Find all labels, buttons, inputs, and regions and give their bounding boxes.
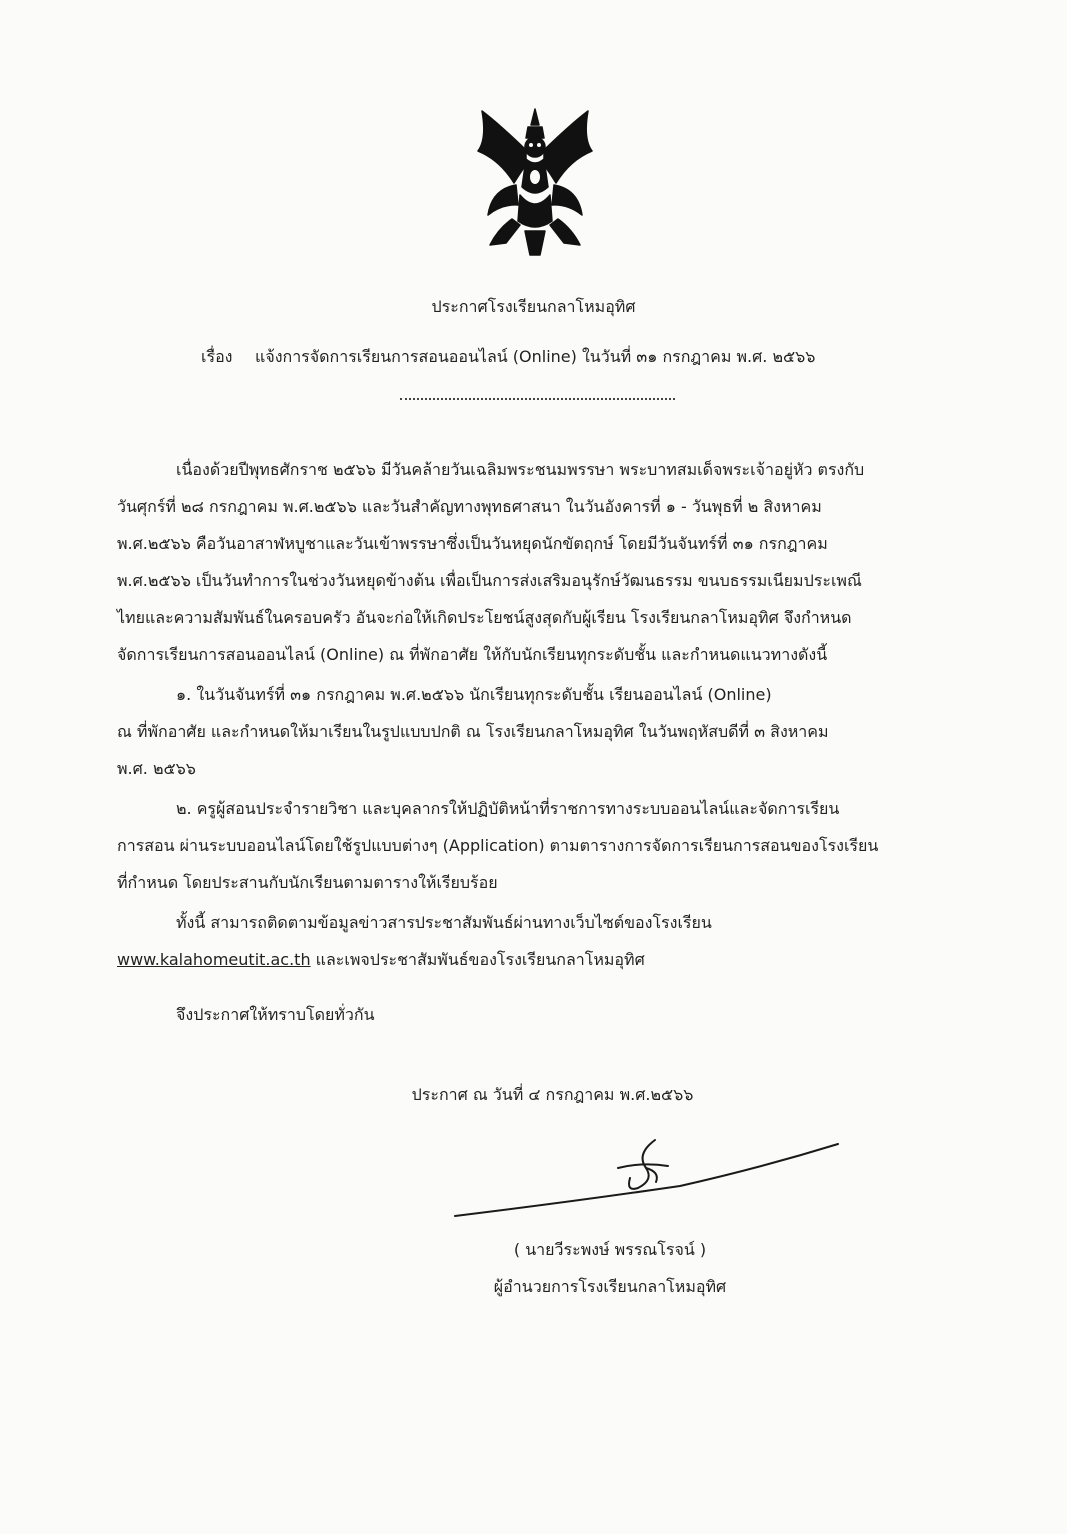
paragraph1-line: ไทยและความสัมพันธ์ในครอบครัว อันจะก่อให้เกิดประโยชน์สูงสุดกับผู้เรียน โรงเรียนกลาโหมอุทิศ จึงกำหนด [117,608,852,627]
item2-line: ที่กำหนด โดยประสานกับนักเรียนตามตารางให้เรียบร้อย [117,873,498,892]
paragraph1-line: เนื่องด้วยปีพุทธศักราช ๒๕๖๖ มีวันคล้ายวันเฉลิมพระชนมพรรษา พระบาทสมเด็จพระเจ้าอยู่หัว ตรงกับ [176,460,865,479]
subject-text: แจ้งการจัดการเรียนการสอนออนไลน์ (Online) ในวันที่ ๓๑ กรกฎาคม พ.ศ. ๒๕๖๖ [255,347,816,366]
paragraph1-line: พ.ศ.๒๕๖๖ คือวันอาสาฬหบูชาและวันเข้าพรรษาซึ่งเป็นวันหยุดนักขัตฤกษ์ โดยมีวันจันทร์ที่ ๓๑ กรกฎาคม [117,534,828,553]
item1-line: พ.ศ. ๒๕๖๖ [117,759,196,778]
signer-name: ( นายวีระพงษ์ พรรณโรจน์ ) [513,1240,707,1259]
item2-line: ๒. ครูผู้สอนประจำรายวิชา และบุคลากรให้ปฏิบัติหน้าที่ราชการทางระบบออนไลน์และจัดการเรียน [176,799,840,818]
subject-line [201,345,921,369]
signer-position: ผู้อำนวยการโรงเรียนกลาโหมอุทิศ [493,1277,727,1296]
page-title: ประกาศโรงเรียนกลาโหมอุทิศ [431,297,636,316]
closing-line: ทั้งนี้ สามารถติดตามข้อมูลข่าวสารประชาสัมพันธ์ผ่านทางเว็บไซต์ของโรงเรียน [176,913,712,932]
announcement-line: จึงประกาศให้ทราบโดยทั่วกัน [176,1005,375,1024]
item1-line: ๑. ในวันจันทร์ที่ ๓๑ กรกฎาคม พ.ศ.๒๕๖๖ นักเรียนทุกระดับชั้น เรียนออนไลน์ (Online) [176,685,772,704]
dotted-divider [400,382,675,400]
signature-icon [450,1132,850,1232]
item2-line: การสอน ผ่านระบบออนไลน์โดยใช้รูปแบบต่างๆ (Application) ตามตารางการจัดการเรียนการสอนของโรงเรียน [117,836,879,855]
item1-line: ณ ที่พักอาศัย และกำหนดให้มาเรียนในรูปแบบปกติ ณ โรงเรียนกลาโหมอุทิศ ในวันพฤหัสบดีที่ ๓ สิงหาคม [117,722,829,741]
paragraph1-line: วันศุกร์ที่ ๒๘ กรกฎาคม พ.ศ.๒๕๖๖ และวันสำคัญทางพุทธศาสนา ในวันอังคารที่ ๑ - วันพุธที่ ๒ สิงหาคม [117,497,822,516]
paragraph1-line: จัดการเรียนการสอนออนไลน์ (Online) ณ ที่พักอาศัย ให้กับนักเรียนทุกระดับชั้น และกำหนดแนวทางดังนี้ [117,645,828,664]
garuda-emblem-icon [470,105,600,260]
subject-label: เรื่อง [201,347,233,366]
closing-line-2 [117,948,645,972]
announce-date: ประกาศ ณ วันที่ ๔ กรกฎาคม พ.ศ.๒๕๖๖ [411,1085,694,1104]
closing-line-rest: และเพจประชาสัมพันธ์ของโรงเรียนกลาโหมอุทิศ [310,950,645,969]
paragraph1-line: พ.ศ.๒๕๖๖ เป็นวันทำการในช่วงวันหยุดข้างต้น เพื่อเป็นการส่งเสริมอนุรักษ์วัฒนธรรม ขนบธรรมเนียมประเพณี [117,571,862,590]
website-link[interactable]: www.kalahomeutit.ac.th [117,950,311,969]
